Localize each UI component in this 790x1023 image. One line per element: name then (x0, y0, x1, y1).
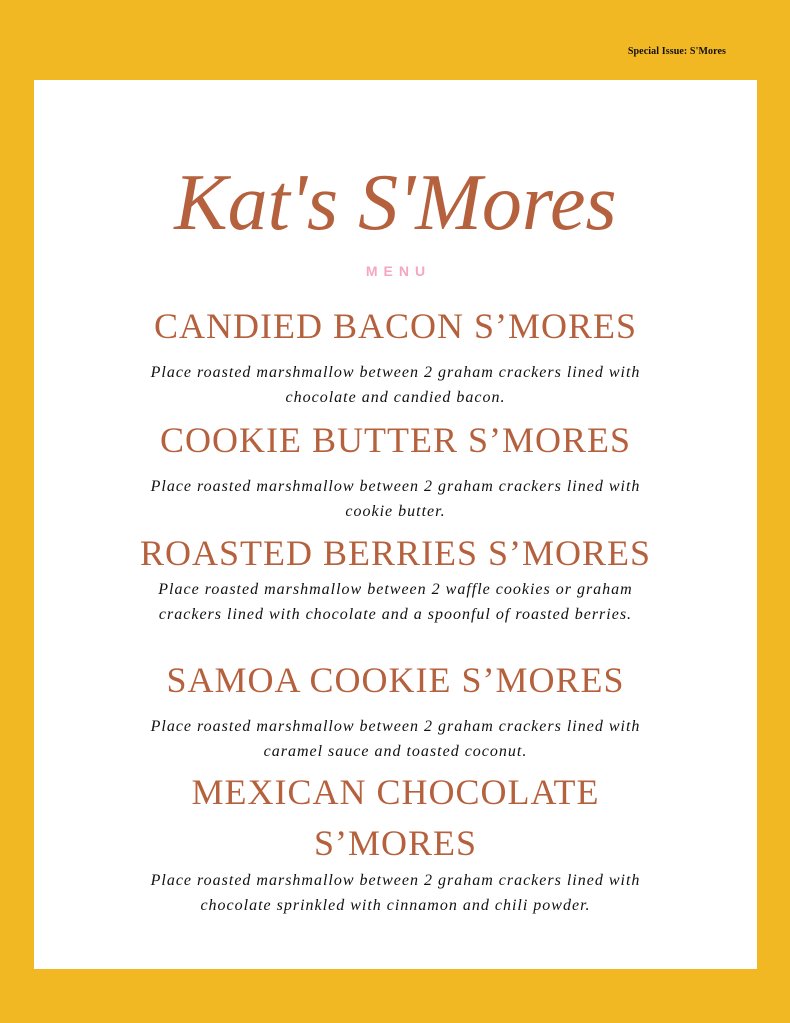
item-name-mexican-chocolate-line1: MEXICAN CHOCOLATE (191, 772, 600, 812)
issue-label: Special Issue: S'Mores (627, 46, 726, 57)
item-name-cookie-butter: COOKIE BUTTER S’MORES (159, 420, 632, 460)
item-description-samoa-cookie: Place roasted marshmallow between 2 graham crackers lined with caramel sauce and toasted coconut. (150, 718, 641, 760)
menu-subtitle: MENU (365, 263, 432, 279)
item-description-candied-bacon: Place roasted marshmallow between 2 graham crackers lined with chocolate and candied bacon. (150, 364, 641, 406)
item-name-roasted-berries: ROASTED BERRIES S’MORES (139, 533, 652, 573)
item-description-roasted-berries: Place roasted marshmallow between 2 waffle cookies or graham crackers lined with chocolate and a spoonful of roasted berries. (158, 581, 633, 623)
menu-title: Kat's S'Mores (174, 159, 617, 247)
item-name-mexican-chocolate-line2: S’MORES (313, 823, 478, 863)
item-name-samoa-cookie: SAMOA COOKIE S’MORES (166, 660, 625, 700)
item-description-cookie-butter: Place roasted marshmallow between 2 graham crackers lined with cookie butter. (150, 478, 641, 520)
item-name-candied-bacon: CANDIED BACON S’MORES (153, 306, 638, 346)
menu-panel (34, 80, 757, 969)
item-description-mexican-chocolate: Place roasted marshmallow between 2 graham crackers lined with chocolate sprinkled with cinnamon and chili powder. (150, 872, 641, 914)
